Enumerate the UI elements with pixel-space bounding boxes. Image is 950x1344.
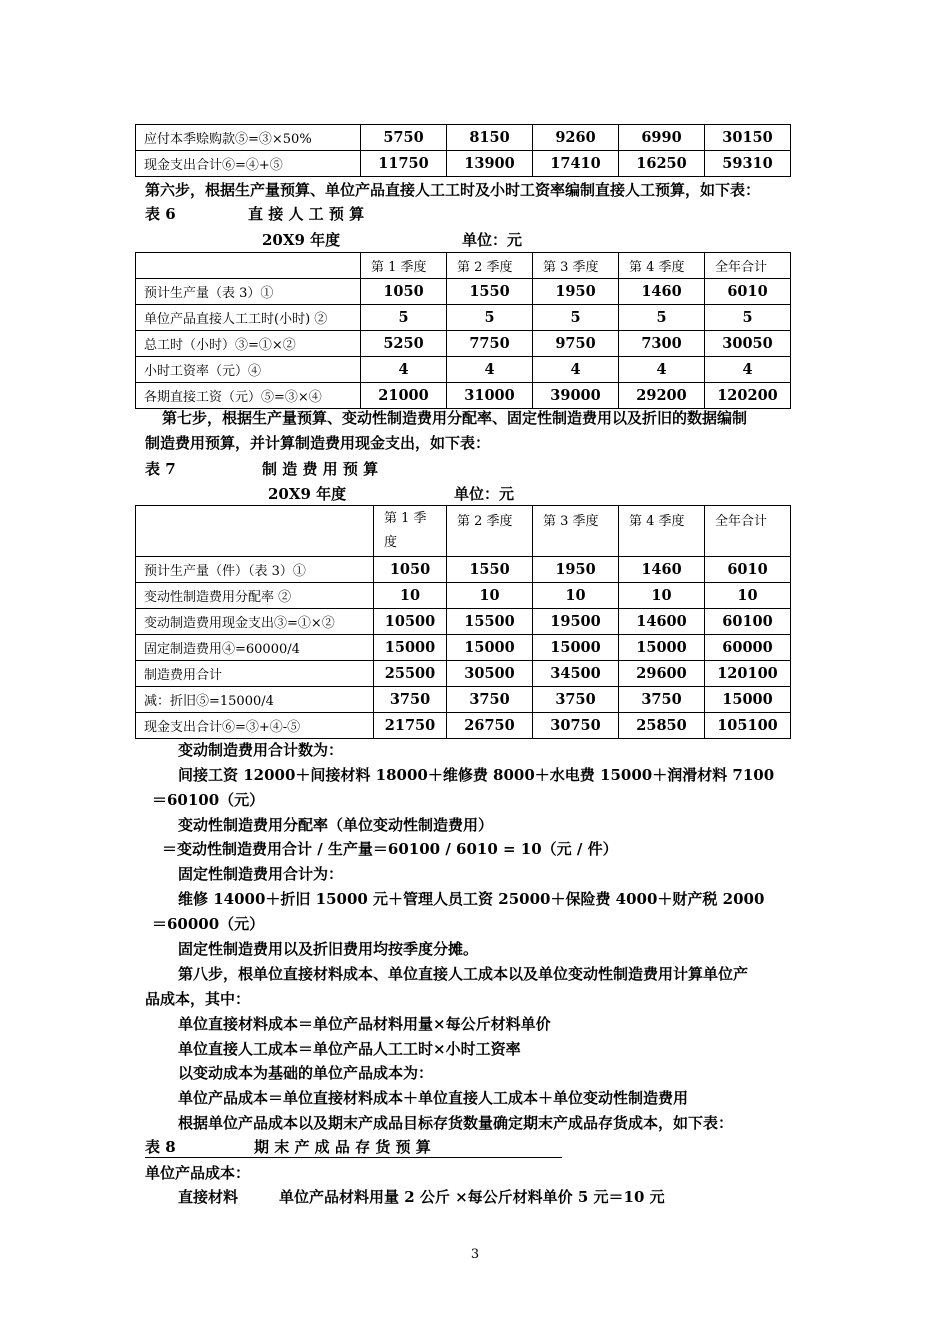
cell: 10	[447, 583, 533, 609]
table7-label: 表 7	[145, 460, 176, 478]
table6-label: 表 6	[145, 205, 176, 223]
cell: 9260	[533, 125, 619, 151]
cell: 105100	[705, 713, 791, 739]
cell: 15000	[619, 635, 705, 661]
cell: 3750	[619, 687, 705, 713]
page-number: 3	[470, 1247, 480, 1262]
cell: 7750	[447, 331, 533, 357]
cell: 25500	[374, 661, 447, 687]
cell: 19500	[533, 609, 619, 635]
column-header-line: 第 1 季	[384, 511, 427, 526]
cell: 10	[619, 583, 705, 609]
cell: 10	[533, 583, 619, 609]
cell: 30500	[447, 661, 533, 687]
cell: 6010	[705, 279, 791, 305]
table-header-row	[136, 506, 791, 557]
unit-cost-label: 单位产品成本：	[145, 1164, 251, 1182]
cell: 10	[374, 583, 447, 609]
column-header: 第 1 季度	[361, 253, 447, 279]
note-line: 维修 14000＋折旧 15000 元＋管理人员工资 25000＋保险费 4000＋财产税 2000	[178, 890, 765, 908]
cell: 1460	[619, 557, 705, 583]
cell: 4	[619, 357, 705, 383]
column-header: 全年合计	[705, 506, 791, 557]
cell: 1460	[619, 279, 705, 305]
cell: 3750	[374, 687, 447, 713]
cell: 1050	[361, 279, 447, 305]
cell: 15000	[447, 635, 533, 661]
cell: 60100	[705, 609, 791, 635]
column-header: 第 2 季度	[447, 253, 533, 279]
cell: 25850	[619, 713, 705, 739]
note-line: ＝60000（元）	[152, 915, 265, 933]
table-row	[136, 635, 791, 661]
note-line: 第八步，根单位直接材料成本、单位直接人工成本以及单位变动性制造费用计算单位产	[178, 965, 749, 983]
cell: 1950	[533, 279, 619, 305]
row-label: 总工时（小时）③=①×②	[136, 331, 361, 357]
cell: 10500	[374, 609, 447, 635]
cell: 4	[361, 357, 447, 383]
column-header: 第 3 季度	[533, 506, 619, 557]
cell: 13900	[447, 151, 533, 177]
cell: 1950	[533, 557, 619, 583]
row-label: 现金支出合计⑥=④+⑤	[136, 151, 361, 177]
cell: 15000	[705, 687, 791, 713]
table-row	[136, 383, 791, 409]
note-line: 品成本，其中：	[145, 990, 251, 1008]
cell: 6010	[705, 557, 791, 583]
row-label: 变动性制造费用分配率 ②	[136, 583, 374, 609]
cash-payment-table	[135, 124, 791, 177]
column-header: 第 4 季度	[619, 506, 705, 557]
cell: 5250	[361, 331, 447, 357]
table6-year: 20X9 年度	[262, 231, 341, 249]
note-line: 以变动成本为基础的单位产品成本为：	[178, 1064, 434, 1082]
cell: 4	[447, 357, 533, 383]
cell: 15500	[447, 609, 533, 635]
note-line: 单位直接人工成本＝单位产品人工工时×小时工资率	[178, 1040, 521, 1058]
cell: 7300	[619, 331, 705, 357]
cell: 14600	[619, 609, 705, 635]
overhead-budget-table	[135, 505, 791, 739]
table6-title: 直 接 人 工 预 算	[248, 205, 365, 223]
cell: 30050	[705, 331, 791, 357]
table7-unit: 单位：元	[454, 485, 515, 503]
note-line: 变动制造费用合计数为：	[178, 741, 344, 759]
cell: 15000	[374, 635, 447, 661]
cell: 5	[447, 305, 533, 331]
cell: 60000	[705, 635, 791, 661]
cell: 16250	[619, 151, 705, 177]
cell: 26750	[447, 713, 533, 739]
row-label: 小时工资率（元）④	[136, 357, 361, 383]
step6-text: 第六步，根据生产量预算、单位产品直接人工工时及小时工资率编制直接人工预算，如下表：	[145, 181, 761, 199]
table-row	[136, 583, 791, 609]
row-label: 预计生产量（表 3）①	[136, 279, 361, 305]
cell: 5	[361, 305, 447, 331]
step7-line2: 制造费用预算，并计算制造费用现金支出，如下表：	[145, 434, 491, 452]
cell: 17410	[533, 151, 619, 177]
table-row	[136, 687, 791, 713]
cell: 120100	[705, 661, 791, 687]
cell: 4	[705, 357, 791, 383]
cell: 30150	[705, 125, 791, 151]
row-label: 减：折旧⑤=15000/4	[136, 687, 374, 713]
step7-line1: 第七步，根据生产量预算、变动性制造费用分配率、固定性制造费用以及折旧的数据编制	[162, 409, 748, 427]
table-row	[136, 151, 791, 177]
header-empty-cell	[136, 506, 374, 557]
material-label: 直接材料	[178, 1188, 239, 1206]
cell: 21000	[361, 383, 447, 409]
table8-underline	[145, 1157, 562, 1158]
cell: 31000	[447, 383, 533, 409]
table-row	[136, 279, 791, 305]
table-header-row	[136, 253, 791, 279]
cell: 21750	[374, 713, 447, 739]
direct-labor-table	[135, 252, 791, 409]
note-line: 根据单位产品成本以及期末产成品目标存货数量确定期末产成品存货成本，如下表：	[178, 1114, 734, 1132]
table6-unit: 单位：元	[462, 231, 523, 249]
table7-title: 制 造 费 用 预 算	[262, 460, 379, 478]
row-label: 制造费用合计	[136, 661, 374, 687]
cell: 29200	[619, 383, 705, 409]
table8-title: 期 末 产 成 品 存 货 预 算	[254, 1138, 431, 1156]
table8-label: 表 8	[145, 1138, 176, 1156]
cell: 29600	[619, 661, 705, 687]
cell: 8150	[447, 125, 533, 151]
table7-year: 20X9 年度	[268, 485, 347, 503]
table-row	[136, 661, 791, 687]
row-label: 预计生产量（件）（表 3）①	[136, 557, 374, 583]
cell: 3750	[447, 687, 533, 713]
material-text: 单位产品材料用量 2 公斤 ×每公斤材料单价 5 元＝10 元	[279, 1188, 665, 1206]
cell: 5750	[361, 125, 447, 151]
row-label: 应付本季赊购款⑤=③×50%	[136, 125, 361, 151]
note-line: 单位直接材料成本＝单位产品材料用量×每公斤材料单价	[178, 1015, 551, 1033]
note-line: 间接工资 12000＋间接材料 18000＋维修费 8000＋水电费 15000＋润滑材料 7100	[178, 766, 775, 784]
cell: 9750	[533, 331, 619, 357]
row-label: 固定制造费用④=60000/4	[136, 635, 374, 661]
column-header-line: 度	[384, 535, 398, 550]
note-line: ＝变动性制造费用合计 / 生产量＝60100 / 6010 = 10（元 / 件）	[162, 840, 618, 858]
row-label: 现金支出合计⑥=③+④-⑤	[136, 713, 374, 739]
cell: 5	[705, 305, 791, 331]
cell: 30750	[533, 713, 619, 739]
row-label: 单位产品直接人工工时(小时) ②	[136, 305, 361, 331]
note-line: 单位产品成本＝单位直接材料成本＋单位直接人工成本＋单位变动性制造费用	[178, 1089, 689, 1107]
column-header: 第 4 季度	[619, 253, 705, 279]
cell: 1550	[447, 557, 533, 583]
table-row	[136, 357, 791, 383]
table-row	[136, 305, 791, 331]
cell: 59310	[705, 151, 791, 177]
column-header	[374, 506, 447, 557]
header-empty-cell	[136, 253, 361, 279]
row-label: 各期直接工资（元）⑤=③×④	[136, 383, 361, 409]
cell: 6990	[619, 125, 705, 151]
note-line: 固定性制造费用以及折旧费用均按季度分摊。	[178, 940, 479, 958]
cell: 5	[533, 305, 619, 331]
cell: 39000	[533, 383, 619, 409]
table-row	[136, 713, 791, 739]
cell: 4	[533, 357, 619, 383]
cell: 34500	[533, 661, 619, 687]
cell: 5	[619, 305, 705, 331]
table-row	[136, 125, 791, 151]
cell: 1050	[374, 557, 447, 583]
cell: 15000	[533, 635, 619, 661]
column-header: 第 3 季度	[533, 253, 619, 279]
row-label: 变动制造费用现金支出③=①×②	[136, 609, 374, 635]
table-row	[136, 557, 791, 583]
note-line: ＝60100（元）	[152, 791, 265, 809]
cell: 3750	[533, 687, 619, 713]
column-header: 全年合计	[705, 253, 791, 279]
table-row	[136, 331, 791, 357]
note-line: 变动性制造费用分配率（单位变动性制造费用）	[178, 816, 494, 834]
cell: 11750	[361, 151, 447, 177]
cell: 1550	[447, 279, 533, 305]
cell: 120200	[705, 383, 791, 409]
table-row	[136, 609, 791, 635]
cell: 10	[705, 583, 791, 609]
note-line: 固定性制造费用合计为：	[178, 865, 344, 883]
column-header: 第 2 季度	[447, 506, 533, 557]
